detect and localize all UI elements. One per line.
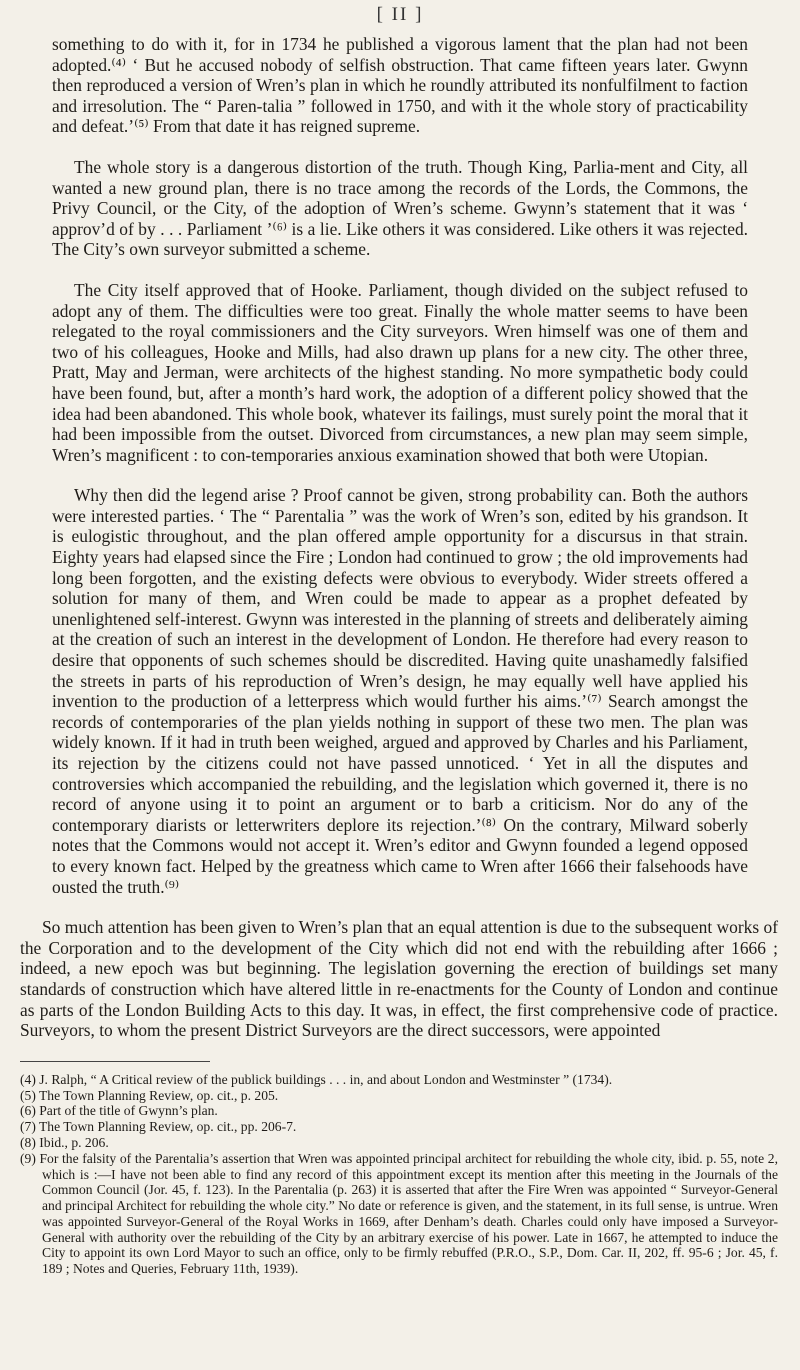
paragraph-4: Why then did the legend arise ? Proof cannot be given, strong probability can. Both the authors were interested parties. ‘ The “ Parentalia ” was the work of Wren’s son, edited by his grandson. It is eulogistic throughout, and the plan offered ample opportunity for a discursus in that strain. Eighty years had elapsed since the Fire ; London had continued to grow ; the old improvements had long been forgotten, and the existing defects were obvious to everybody. Wider streets offered a solution for many of them, and Wren could be made to appear as a prophet defeated by unenlightened self-interest. Gwynn was interested in the planning of streets and deliberately aiming at the creation of such an interest in the development of London. He therefore had every reason to desire that opponents of such schemes should be discredited. Having quite unashamedly falsified the streets in parts of his reproduction of Wren’s design, he may equally well have applied his invention to the production of a letterpress which would further his aims.’⁽⁷⁾ Search amongst the records of contemporaries of the plan yields nothing in support of these two men. The plan was widely known. If it had in truth been weighed, argued and approved by Charles and his Parliament, its rejection by the citizens could not have passed unnoticed. ‘ Yet in all the disputes and controversies which accompanied the rebuilding, and the legislation which governed it, there is no record of anyone using it to point an argument or to barb a criticism. Nor do any of the contemporary diarists or letterwriters deplore its rejection.’⁽⁸⁾ On the contrary, Milward soberly notes that the Commons would not accept it. Wren’s editor and Gwynn founded a legend opposed to every known fact. Helped by the greatness which came to Wren after 1666 their falsehoods have ousted the truth.⁽⁹⁾	[52, 485, 748, 897]
footnote-9: (9) For the falsity of the Parentalia’s assertion that Wren was appointed principal architect for rebuilding the whole city, ibid. p. 55, note 2, which is :—I have not been able to find any record of this appointment except its mention after this meeting in the Journals of the Common Council (Jor. 45, f. 123). In the Parentalia (p. 263) it is asserted that after the Fire Wren was appointed “ Surveyor-General and principal Architect for rebuilding the whole city.” No date or reference is given, and the statement, in its full sense, is untrue. Wren was appointed Surveyor-General of the Royal Works in 1669, after Denham’s death. Charles could only have imposed a Surveyor-General with authority over the rebuilding of the City by an arbitrary exercise of his power. Late in 1667, he attempted to induce the City to appoint its own Lord Mayor to such an office, only to be firmly rebuffed (P.R.O., S.P., Dom. Car. II, 202, ff. 95-6 ; Jor. 45, f. 189 ; Notes and Queries, February 11th, 1939).	[20, 1150, 778, 1277]
paragraph-5: So much attention has been given to Wren’s plan that an equal attention is due to the subsequent works of the Corporation and to the development of the City which did not end with the rebuilding after 1666 ; indeed, a new epoch was but beginning. The legislation governing the erection of buildings set many standards of construction which have altered little in re-enactments for the County of London and continue as parts of the London Building Acts to this day. It was, in effect, the first comprehensive code of practice. Surveyors, to whom the present District Surveyors are the direct successors, were appointed	[20, 917, 778, 1041]
paragraph-1: something to do with it, for in 1734 he published a vigorous lament that the plan had not been adopted.⁽⁴⁾ ‘ But he accused nobody of selfish obstruction. That came fifteen years later. Gwynn then reproduced a version of Wren’s plan in which he roundly attributed its nonfulfilment to faction and irresolution. The “ Paren-talia ” followed in 1750, and with it the whole story of practicability and defeat.’⁽⁵⁾ From that date it has reigned supreme.	[52, 34, 748, 137]
footnote-8: (8) Ibid., p. 206.	[20, 1134, 109, 1150]
footnote-divider	[20, 1061, 210, 1062]
footnote-5: (5) The Town Planning Review, op. cit., p. 205.	[20, 1087, 279, 1103]
footnotes	[20, 1072, 778, 1277]
paragraph-2: The whole story is a dangerous distortion of the truth. Though King, Parlia-ment and City, all wanted a new ground plan, there is no trace among the records of the Lords, the Commons, the Privy Council, or the City, of the adoption of Wren’s scheme. Gwynn’s statement that it was ‘ approv’d of by . . . Parliament ’⁽⁶⁾ is a lie. Like others it was considered. Like others it was rejected. The City’s own surveyor submitted a scheme.	[52, 156, 748, 260]
footnote-7: (7) The Town Planning Review, op. cit., pp. 206-7.	[20, 1119, 297, 1135]
body-text	[0, 34, 800, 1277]
footnote-6: (6) Part of the title of Gwynn’s plan.	[20, 1103, 218, 1119]
page-number-header: [ II ]	[376, 4, 424, 25]
footnote-4: (4) J. Ralph, “ A Critical review of the publick buildings . . . in, and about London and Westminster ” (1734).	[20, 1071, 613, 1087]
paragraph-3: The City itself approved that of Hooke. Parliament, though divided on the subject refused to adopt any of them. The difficulties were too great. Finally the whole matter seems to have been relegated to the royal commissioners and the City surveyors. Wren himself was one of them and two of his colleagues, Hooke and Mills, had also drawn up plans for a new city. The other three, Pratt, May and Jerman, were architects of the highest standing. No more sympathetic body could have been found, but, after a month’s hard work, the adoption of a different policy showed that the idea had been abandoned. This whole book, whatever its failings, must surely point the moral that it had been impossible from the outset. Divorced from circumstances, a new plan may seem simple, Wren’s magnificent : to con-temporaries anxious examination showed that both were Utopian.	[52, 279, 748, 465]
